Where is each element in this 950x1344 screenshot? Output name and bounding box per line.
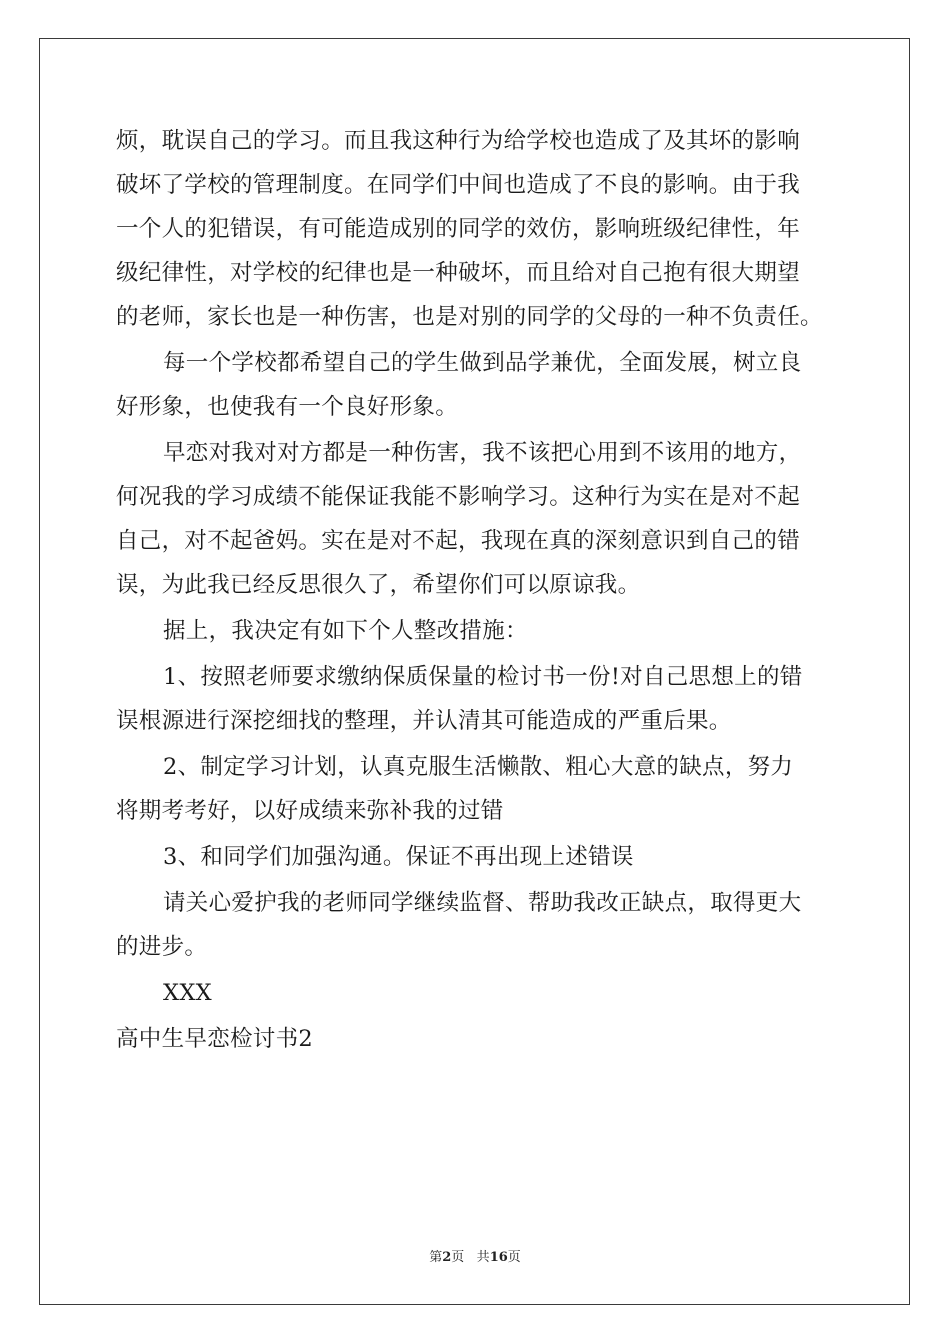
text-line: 好形象，也使我有一个良好形象。 [116,394,459,420]
text-line: 早恋对我对对方都是一种伤害，我不该把心用到不该用的地方， [163,440,802,466]
page-suffix: 页 [451,1250,465,1265]
page-prefix: 第 [429,1250,443,1265]
text-line: 破坏了学校的管理制度。在同学们中间也造成了不良的影响。由于我 [116,172,801,198]
total-prefix: 共 [476,1250,490,1265]
text-line: 将期考考好，以好成绩来弥补我的过错 [116,798,504,824]
signature-xxx: XXX [163,980,212,1006]
total-suffix: 页 [507,1250,521,1265]
text-line: 自己，对不起爸妈。实在是对不起，我现在真的深刻意识到自己的错 [116,528,801,554]
text-line: 何况我的学习成绩不能保证我能不影响学习。这种行为实在是对不起 [116,484,801,510]
text-line: 2、制定学习计划，认真克服生活懒散、粗心大意的缺点，努力 [163,754,794,780]
text-line: 误，为此我已经反思很久了，希望你们可以原谅我。 [116,572,641,598]
next-section-title: 高中生早恋检讨书2 [116,1026,314,1052]
text-line: 级纪律性，对学校的纪律也是一种破坏，而且给对自己抱有很大期望 [116,260,801,286]
page-footer [0,1246,950,1265]
text-line: 一个人的犯错误，有可能造成别的同学的效仿，影响班级纪律性，年 [116,216,801,242]
text-line: 据上，我决定有如下个人整改措施： [163,618,528,644]
text-line: 1、按照老师要求缴纳保质保量的检讨书一份!对自己思想上的错 [163,664,803,690]
text-line: 3、和同学们加强沟通。保证不再出现上述错误 [163,844,634,870]
text-line: 每一个学校都希望自己的学生做到品学兼优，全面发展，树立良 [163,350,802,376]
text-line: 请关心爱护我的老师同学继续监督、帮助我改正缺点，取得更大 [163,890,802,916]
text-line: 误根源进行深挖细找的整理，并认清其可能造成的严重后果。 [116,708,732,734]
text-line: 的进步。 [116,934,208,960]
text-line: 烦，耽误自己的学习。而且我这种行为给学校也造成了及其坏的影响 [116,128,801,154]
total-pages: 16 [489,1250,508,1265]
text-line: 的老师，家长也是一种伤害，也是对别的同学的父母的一种不负责任。 [116,304,823,330]
page-number: 2 [442,1250,452,1265]
